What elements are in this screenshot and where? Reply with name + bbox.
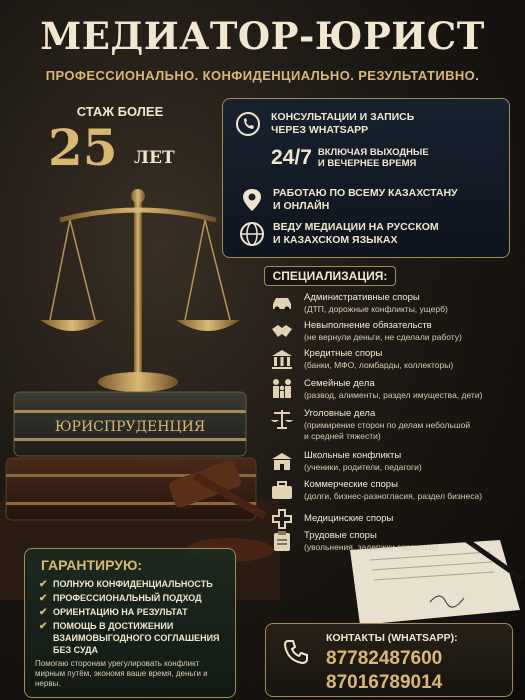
phone-number-1[interactable]: 87782487600 [326, 648, 443, 669]
signed-document-illustration [330, 540, 525, 625]
briefcase-icon [270, 479, 294, 501]
contacts-panel [265, 623, 513, 697]
specialization-title: СПЕЦИАЛИЗАЦИЯ: [264, 266, 396, 286]
spec-item-obligations: Невыполнение обязательств (не вернули деньги, не сделали работу) [270, 320, 520, 343]
check-icon: ✔ [39, 593, 48, 604]
guarantee-panel [24, 548, 236, 698]
guarantee-item: ✔ ПРОФЕССИОНАЛЬНЫЙ ПОДХОД [39, 593, 202, 604]
globe-icon [239, 221, 265, 247]
spec-item-administrative: Административные споры (ДТП, дорожные конфликты, ущерб) [270, 292, 520, 315]
experience-years: 25 [48, 118, 118, 177]
whatsapp-line1: КОНСУЛЬТАЦИИ И ЗАПИСЬ [271, 111, 415, 123]
check-icon: ✔ [39, 579, 48, 590]
guarantee-item: ✔ ПОМОЩЬ В ДОСТИЖЕНИИ [39, 621, 174, 632]
clipboard-icon [270, 530, 294, 552]
location-line2: И ОНЛАЙН [273, 200, 330, 212]
handshake-icon [270, 320, 294, 342]
check-icon: ✔ [39, 621, 48, 632]
guarantee-item-cont: ВЗАИМОВЫГОДНОГО СОГЛАШЕНИЯ [53, 633, 220, 643]
hours-big: 24/7 [271, 146, 312, 169]
check-icon: ✔ [39, 607, 48, 618]
location-line1: РАБОТАЮ ПО ВСЕМУ КАЗАХСТАНУ [273, 187, 458, 199]
spec-item-labor: Трудовые споры (увольнения, задержки зарплаты) [270, 530, 520, 553]
bank-icon [270, 348, 294, 370]
car-icon [270, 292, 294, 314]
spec-item-commercial: Коммерческие споры (долги, бизнес-разногласия, раздел бизнеса) [270, 479, 520, 502]
experience-unit: ЛЕТ [134, 148, 175, 168]
contacts-title: КОНТАКТЫ (WHATSAPP): [326, 632, 458, 644]
spec-item-family: Семейные дела (развод, алименты, раздел имущества, дети) [270, 378, 520, 401]
hours-line1: ВКЛЮЧАЯ ВЫХОДНЫЕ [317, 147, 429, 158]
school-icon [270, 450, 294, 472]
medical-cross-icon [270, 508, 294, 530]
language-line2: И КАЗАХСКОМ ЯЗЫКАХ [273, 234, 398, 246]
guarantee-item: ✔ ПОЛНУЮ КОНФИДЕНЦИАЛЬНОСТЬ [39, 579, 213, 590]
scales-of-justice-icon [40, 189, 240, 392]
guarantee-item-cont: БЕЗ СУДА [53, 645, 99, 655]
spec-item-criminal: Уголовные дела (примирение сторон по делам небольшой и средней тяжести) [270, 408, 520, 442]
guarantee-note: Помогаю сторонам урегулировать конфликт мирным путём, экономя ваше время, деньги и нервы. [35, 659, 208, 688]
guarantee-item: ✔ ОРИЕНТАЦИЮ НА РЕЗУЛЬТАТ [39, 607, 188, 618]
location-row [239, 187, 458, 213]
spec-item-credit: Кредитные споры (банки, МФО, ломбарды, коллекторы) [270, 348, 520, 371]
hours-row [271, 147, 429, 169]
law-books [6, 392, 256, 520]
whatsapp-line2: ЧЕРЕЗ WHATSAPP [271, 124, 369, 136]
whatsapp-row [235, 111, 414, 137]
scales-icon [270, 408, 294, 430]
spec-item-school: Школьные конфликты (ученики, родители, педагоги) [270, 450, 520, 473]
phone-number-2[interactable]: 87016789014 [326, 672, 443, 693]
whatsapp-icon [235, 111, 261, 137]
page-subtitle: ПРОФЕССИОНАЛЬНО. КОНФИДЕНЦИАЛЬНО. РЕЗУЛЬТАТИВНО. [45, 68, 480, 83]
location-pin-icon [239, 187, 265, 213]
spec-item-medical: Медицинские споры [270, 508, 520, 530]
contact-info-panel [222, 98, 510, 258]
family-icon [270, 378, 294, 400]
guarantee-title: ГАРАНТИРУЮ: [41, 557, 143, 573]
book-title: ЮРИСПРУДЕНЦИЯ [54, 419, 206, 435]
language-line1: ВЕДУ МЕДИАЦИИ НА РУССКОМ [273, 221, 439, 233]
phone-icon [282, 638, 310, 666]
hours-line2: И ВЕЧЕРНЕЕ ВРЕМЯ [317, 158, 417, 169]
page-title: МЕДИАТОР-ЮРИСТ [40, 14, 485, 58]
language-row [239, 221, 439, 247]
experience-label: СТАЖ БОЛЕЕ [76, 104, 164, 119]
